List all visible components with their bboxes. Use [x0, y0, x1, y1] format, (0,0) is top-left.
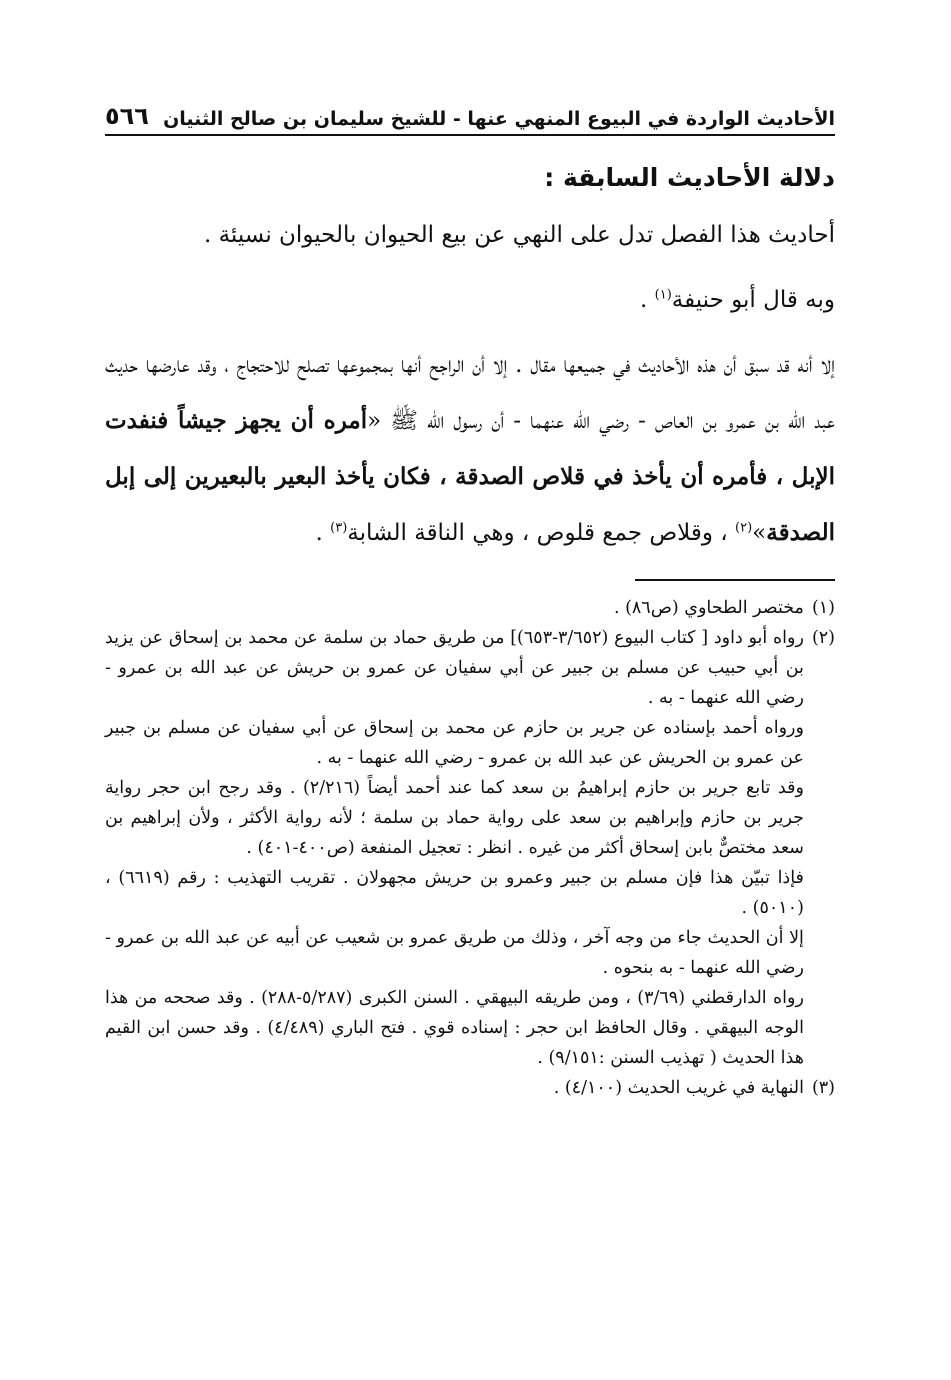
- paragraph-3-end: .: [315, 520, 331, 546]
- footnote-line: وقد تابع جرير بن حازم إبراهيمُ بن سعد كما عند أحمد أيضاً (٢/٢١٦) . وقد رجح ابن حجر رواية جرير بن حازم وإبراهيم بن سعد على رواية حماد بن سلمة ؛ لأنه رواية الأكثر ، ولأن إبراهيم بن سعد مختصٌّ بابن إسحاق أكثر من غيره . انظر : تعجيل المنفعة (ص٤٠٠-٤٠١) .: [105, 778, 804, 858]
- paragraph-2-text: وبه قال أبو حنيفة: [671, 287, 835, 313]
- footnote-ref-2: (٢): [735, 520, 753, 536]
- hadith-quote: أمره أن يجهز جيشاً فنفدت الإبل ، فأمره أن يأخذ في قلاص الصدقة ، فكان يأخذ البعير بالبعيرين إلى إبل الصدقة: [105, 407, 835, 546]
- footnotes: [105, 593, 835, 1103]
- footnote-line: ورواه أحمد بإسناده عن جرير بن حازم عن محمد بن إسحاق عن أبي سفيان عن مسلم بن جبير عن عمرو بن الحريش عن عبد الله بن عمرو - رضي الله عنهما - به .: [105, 718, 804, 768]
- footnote-body: [105, 1073, 804, 1103]
- page-number: ٥٦٦: [105, 102, 149, 130]
- footnote-body: [105, 623, 804, 1073]
- paragraph-3-text-a: إلا أنه قد سبق أن هذه الأحاديث في جميعها مقال . إلا أن الراجح أنها بمجموعها تصلح للاحتجاج ، وقد عارضها حديث عبد الله بن عمرو بن العاص - رضي الله عنهما - أن رسول الله ﷺ «: [105, 352, 835, 434]
- footnote-line: مختصر الطحاوي (ص٨٦) .: [613, 598, 804, 618]
- body-text: [105, 208, 835, 561]
- paragraph-2-end: .: [640, 287, 655, 313]
- footnote-2: [105, 623, 835, 1073]
- footnote-number: (١): [811, 598, 835, 618]
- section-heading: دلالة الأحاديث السابقة :: [544, 163, 835, 192]
- paragraph-3-text-b: ، وقلاص جمع قلوص ، وهي الناقة الشابة: [347, 520, 736, 546]
- running-header: [105, 90, 835, 136]
- footnote-line: إلا أن الحديث جاء من وجه آخر ، وذلك من طريق عمرو بن شعيب عن أبيه عن عبد الله بن عمرو - رضي الله عنهما - به بنحوه .: [105, 928, 804, 978]
- header-title: الأحاديث الواردة في البيوع المنهي عنها - للشيخ سليمان بن صالح الثنيان: [163, 108, 835, 130]
- footnote-ref-3: (٣): [330, 520, 348, 536]
- footnote-line: النهاية في غريب الحديث (٤/١٠٠) .: [553, 1078, 804, 1098]
- footnote-line: رواه أبو داود [ كتاب البيوع (٣/٦٥٢-٦٥٣)] من طريق حماد بن سلمة عن محمد بن إسحاق عن يزيد بن أبي حبيب عن مسلم بن جبير عن أبي سفيان عن عمرو بن حريش عن عبد الله بن عمرو - رضي الله عنهما - به .: [105, 628, 804, 708]
- paragraph-3: [105, 338, 835, 561]
- footnote-line: فإذا تبيّن هذا فإن مسلم بن جبير وعمرو بن حريش مجهولان . تقريب التهذيب : رقم (٦٦١٩) ، (٥٠١٠) .: [105, 868, 804, 918]
- footnote-body: [105, 593, 804, 623]
- quote-close-mark: »: [752, 520, 767, 546]
- footnote-1: [105, 593, 835, 623]
- footnote-3: [105, 1073, 835, 1103]
- paragraph-2: [105, 273, 835, 328]
- footnote-number: (٣): [811, 1078, 835, 1098]
- footnote-divider: [635, 579, 835, 581]
- book-page: [105, 90, 835, 1103]
- footnote-ref-1: (١): [654, 287, 672, 303]
- paragraph-1: أحاديث هذا الفصل تدل على النهي عن بيع الحيوان بالحيوان نسيئة .: [203, 222, 835, 248]
- footnote-number: (٢): [811, 628, 835, 648]
- footnote-line: رواه الدارقطني (٣/٦٩) ، ومن طريقه البيهقي . السنن الكبرى (٥/٢٨٧-٢٨٨) . وقد صححه من هذا الوجه البيهقي . وقال الحافظ ابن حجر : إسناده قوي . فتح الباري (٤/٤٨٩) . وقد حسن ابن القيم هذا الحديث ( تهذيب السنن :٩/١٥١) .: [105, 988, 804, 1068]
